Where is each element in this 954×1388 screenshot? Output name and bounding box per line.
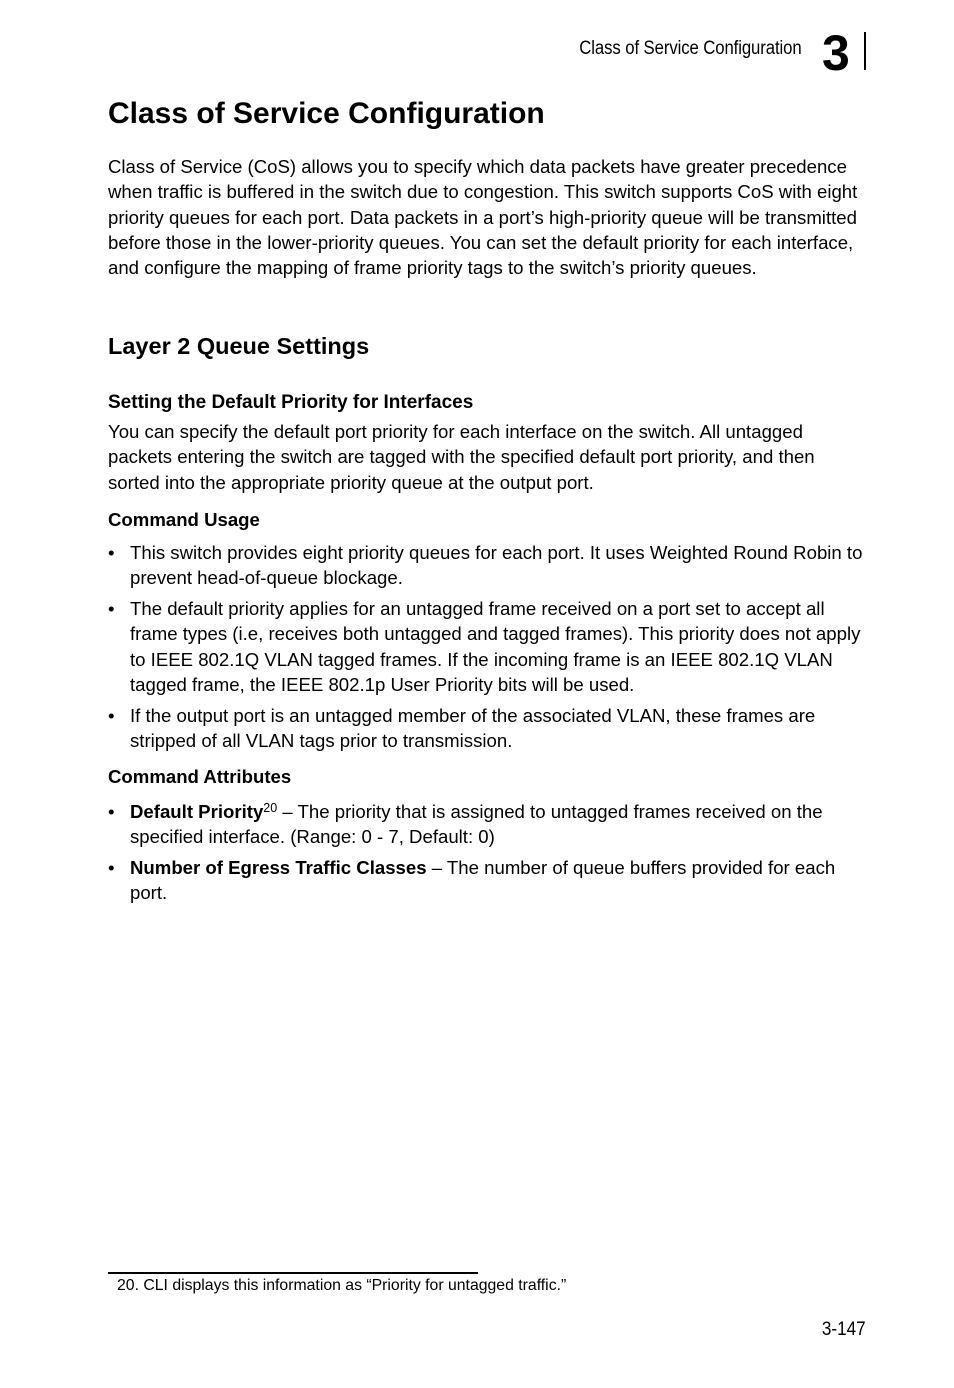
attributes-heading: Command Attributes [108, 766, 292, 787]
usage-item-text: If the output port is an untagged member of the associated VLAN, these frames are stripped of all VLAN tags prior to transmission. [130, 704, 816, 752]
list-item [108, 540, 868, 591]
usage-list [108, 540, 868, 759]
footnote: 20. CLI displays this information as “Priority for untagged traffic.” [117, 1277, 567, 1294]
bullet-glyph: • [108, 857, 115, 879]
bullet-glyph: • [108, 542, 115, 563]
footnote-ref[interactable]: 20 [263, 801, 278, 815]
running-header: Class of Service Configuration [579, 38, 802, 59]
attribute-term: Number of Egress Traffic Classes [130, 857, 427, 879]
subsection-title: Setting the Default Priority for Interfaces [108, 392, 474, 413]
attribute-term: Default Priority [130, 801, 264, 822]
attribute-desc: – The number of queue buffers provided for each port. [130, 857, 836, 904]
list-item [108, 855, 868, 906]
page-number: 3-147 [822, 1319, 866, 1340]
section-title: Layer 2 Queue Settings [108, 333, 370, 359]
subsection-paragraph: You can specify the default port priority for each interface on the switch. All untagged packets entering the switch are tagged with the specified default port priority, and then sorted into the appropriate priority queue at the output port. [108, 421, 815, 493]
footnote-rule [108, 1272, 478, 1274]
usage-item-text: The default priority applies for an untagged frame received on a port set to accept all frame types (i.e, receives both untagged and tagged frames). This priority does not apply to IEEE 802.1Q VLAN tagged frames. If the incoming frame is an IEEE 802.1Q VLAN tagged frame, the IEEE 802.1p User Priority bits will be used. [130, 598, 861, 695]
attribute-desc: – The priority that is assigned to untagged frames received on the specified interface. (Range: 0 - 7, Default: 0) [130, 801, 823, 848]
attributes-list [108, 799, 868, 911]
bullet-glyph: • [108, 704, 115, 726]
bullet-glyph: • [108, 598, 115, 620]
bullet-glyph: • [108, 801, 115, 822]
usage-heading: Command Usage [108, 509, 260, 530]
list-item [108, 703, 868, 754]
usage-item-text: This switch provides eight priority queues for each port. It uses Weighted Round Robin to prevent head-of-queue blockage. [130, 542, 863, 589]
chapter-rule [864, 32, 866, 70]
page-title: Class of Service Configuration [108, 97, 545, 130]
intro-paragraph: Class of Service (CoS) allows you to specify which data packets have greater precedence when traffic is buffered in the switch due to congestion. This switch supports CoS with eight priority queues for each port. Data packets in a port’s high-priority queue will be transmitted before those in the lower-priority queues. You can set the default priority for each interface, and configure the mapping of frame priority tags to the switch’s priority queues. [108, 156, 858, 279]
list-item [108, 596, 868, 697]
chapter-number: 3 [822, 25, 848, 81]
list-item [108, 799, 868, 850]
